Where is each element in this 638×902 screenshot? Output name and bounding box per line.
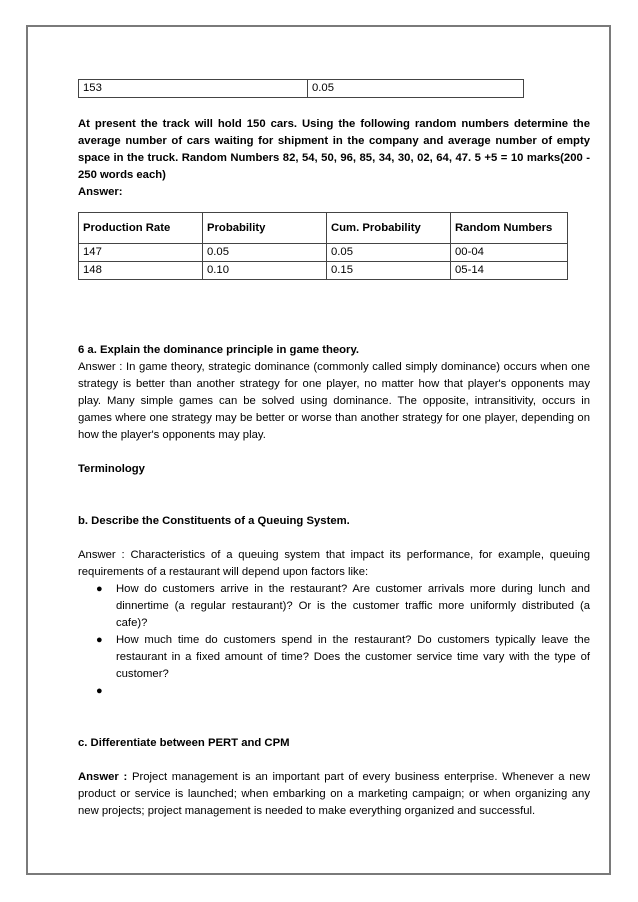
page-content — [78, 79, 590, 820]
section-b-answer: Answer : Characteristics of a queuing system that impact its performance, for example, queuing requirements of a restaurant will depend upon factors like: — [78, 549, 590, 578]
top-table — [78, 79, 524, 98]
answer-text: Project management is an important part of every business enterprise. Whenever a new product or service is launched; when embarking on a marketing campaign; or when organizing any new projects; project management is needed to make everything organized and successful. — [78, 771, 590, 817]
probability-table — [78, 212, 568, 280]
section-c-answer — [78, 769, 590, 820]
column-header: Cum. Probability — [327, 213, 451, 244]
bullet-icon: ● — [96, 634, 103, 646]
table-cell: 0.15 — [327, 262, 451, 280]
section-c-title: c. Differentiate between PERT and CPM — [78, 737, 290, 749]
table-row — [79, 262, 568, 280]
section-b-title: b. Describe the Constituents of a Queuing System. — [78, 515, 350, 527]
list-item-text: How much time do customers spend in the restaurant? Do customers typically leave the restaurant in a fixed amount of time? Does the customer service time vary with the type of customer? — [116, 634, 590, 680]
answer-label: Answer : — [78, 771, 128, 783]
list-item — [96, 581, 590, 632]
table-cell: 153 — [79, 80, 308, 98]
table-cell: 0.10 — [203, 262, 327, 280]
list-item-text: How do customers arrive in the restaurant? Are customer arrivals more during lunch and dinnertime (a regular restaurant)? Or is the customer traffic more uniformly distributed (a cafe)? — [116, 583, 590, 629]
table-row — [79, 244, 568, 262]
column-header: Production Rate — [79, 213, 203, 244]
table-header-row — [79, 213, 568, 244]
bullet-icon: ● — [96, 685, 103, 697]
table-cell: 147 — [79, 244, 203, 262]
table-cell: 0.05 — [327, 244, 451, 262]
bullet-list — [78, 581, 590, 700]
document-page — [26, 25, 611, 875]
section-6a-title: 6 a. Explain the dominance principle in game theory. — [78, 344, 360, 356]
table-row — [79, 80, 524, 98]
question-text: At present the track will hold 150 cars. Using the following random numbers determine the average number of cars waiting for shipment in the company and average number of empty space in the truck. Random Numbers 82, 54, 50, 96, 85, 34, 30, 02, 64, 47. 5 +5 = 10 marks(200 - 250 words each) — [78, 118, 590, 181]
column-header: Random Numbers — [451, 213, 568, 244]
list-item — [96, 632, 590, 683]
bullet-icon: ● — [96, 583, 103, 595]
table-cell: 05-14 — [451, 262, 568, 280]
table-cell: 0.05 — [308, 80, 524, 98]
list-item — [96, 683, 590, 700]
table-cell: 148 — [79, 262, 203, 280]
answer-label: Answer: — [78, 186, 123, 198]
table-cell: 0.05 — [203, 244, 327, 262]
terminology-heading: Terminology — [78, 463, 145, 475]
section-6a-answer: Answer : In game theory, strategic dominance (commonly called simply dominance) occurs when one strategy is better than another strategy for one player, no matter how that player's opponents may play. Many simple games can be solved using dominance. The opposite, intransitivity, occurs in games where one strategy may be better or worse than another strategy for one player, depending on how the player's opponents may play. — [78, 361, 590, 441]
table-cell: 00-04 — [451, 244, 568, 262]
column-header: Probability — [203, 213, 327, 244]
